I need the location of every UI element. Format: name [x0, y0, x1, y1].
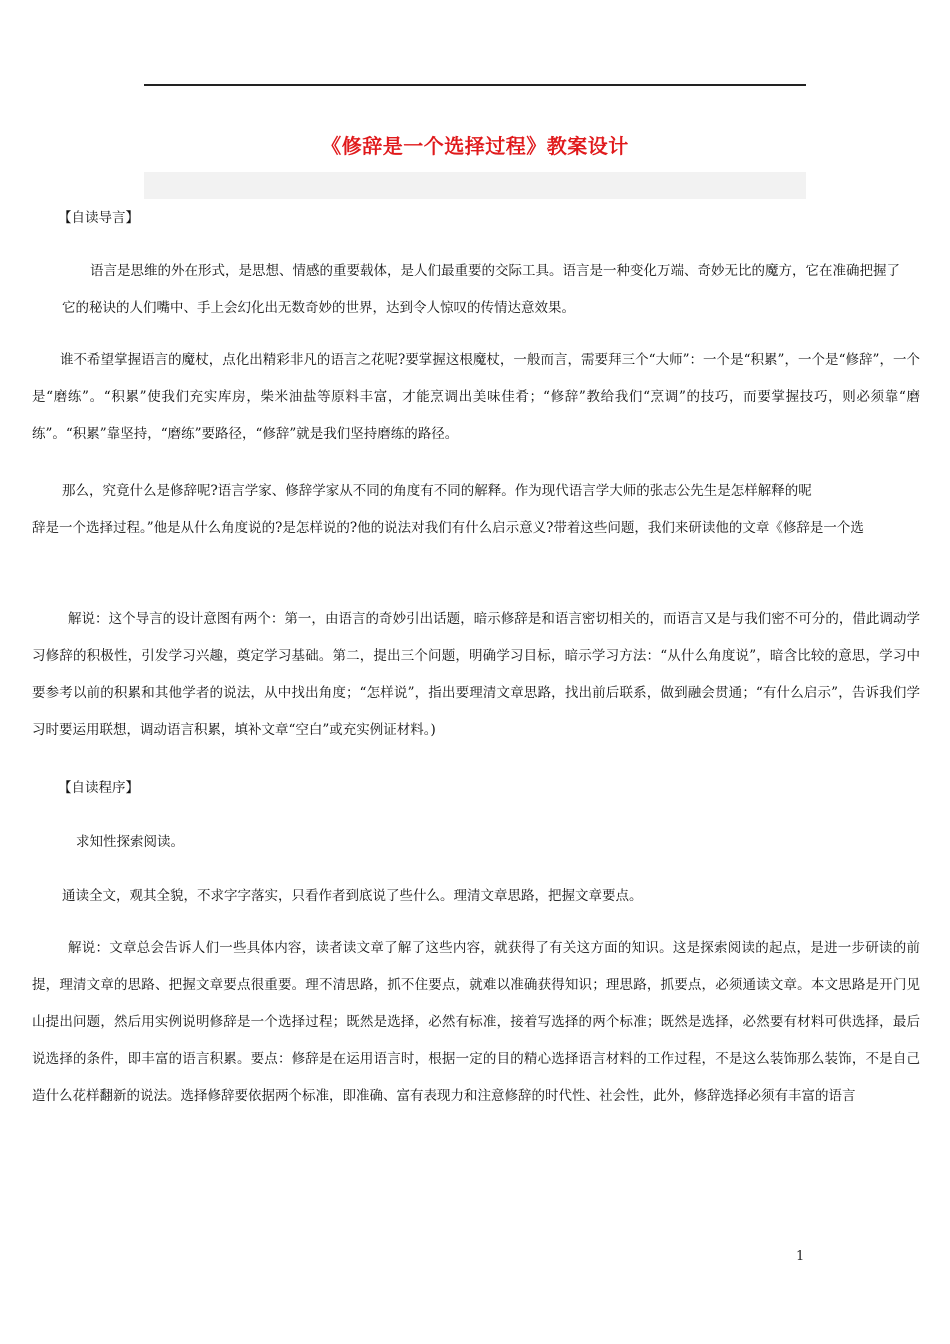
procedure-explanation: 解说：文章总会告诉人们一些具体内容，读者读文章了解了这些内容，就获得了有关这方面的知识。这是探索阅读的起点，是进一步研读的前提，理清文章的思路、把握文章要点很重要。理不清思路，抓不住要点，就难以准确获得知识；理思路，抓要点，必须通读文章。本文思路是开门见山提出问题，然后用实例说明修辞是一个选择过程；既然是选择，必然有标准，接着写选择的两个标准；既然是选择，必然要有材料可供选择，最后说选择的条件，即丰富的语言积累。要点：修辞是在运用语言时，根据一定的目的精心选择语言材料的工作过程，不是这么装饰那么装饰，不是自己造什么花样翻新的说法。选择修辞要依据两个标准，即准确、富有表现力和注意修辞的时代性、社会性，此外，修辞选择必须有丰富的语言 — [32, 940, 920, 1104]
page-number: 1 — [796, 1249, 805, 1264]
intro-paragraph-3-line-1: 那么，究竟什么是修辞呢?语言学家、修辞学家从不同的角度有不同的解释。作为现代语言学大师的张志公先生是怎样解释的呢 — [62, 483, 812, 499]
procedure-step-title: 求知性探索阅读。 — [76, 834, 184, 850]
intro-heading: 【自读导言】 — [58, 210, 139, 226]
intro-explanation: 解说：这个导言的设计意图有两个：第一，由语言的奇妙引出话题，暗示修辞是和语言密切相关的，而语言又是与我们密不可分的，借此调动学习修辞的积极性，引发学习兴趣，奠定学习基础。第二，提出三个问题，明确学习目标，暗示学习方法：“从什么角度说”，暗含比较的意思，学习中要参考以前的积累和其他学者的说法，从中找出角度；“怎样说”，指出要理清文章思路，找出前后联系，做到融会贯通；“有什么启示”，告诉我们学习时要运用联想，调动语言积累，填补文章“空白”或充实例证材料。) — [32, 611, 920, 738]
intro-paragraph-1-line-2: 它的秘诀的人们嘴中、手上会幻化出无数奇妙的世界，达到令人惊叹的传情达意效果。 — [62, 300, 575, 316]
procedure-step-text: 通读全文，观其全貌，不求字字落实，只看作者到底说了些什么。理清文章思路，把握文章要点。 — [62, 888, 643, 904]
document-title: 《修辞是一个选择过程》教案设计 — [321, 134, 629, 158]
intro-paragraph-1-line-1: 语言是思维的外在形式，是思想、情感的重要载体，是人们最重要的交际工具。语言是一种变化万端、奇妙无比的魔方，它在准确把握了 — [90, 263, 900, 279]
procedure-heading: 【自读程序】 — [58, 780, 139, 796]
intro-paragraph-2: 谁不希望掌握语言的魔杖，点化出精彩非凡的语言之花呢?要掌握这根魔杖，一般而言，需要拜三个“大师”：一个是“积累”，一个是“修辞”，一个是“磨练”。“积累”使我们充实库房，柴米油盐等原料丰富，才能烹调出美味佳肴；“修辞”教给我们“烹调”的技巧，而要掌握技巧，则必须靠“磨练”。“积累”靠坚持，“磨练”要路径，“修辞”就是我们坚持磨练的路径。 — [32, 352, 920, 442]
intro-paragraph-3-line-2: 辞是一个选择过程。”他是从什么角度说的?是怎样说的?他的说法对我们有什么启示意义?带着这些问题，我们来研读他的文章《修辞是一个选 — [32, 520, 864, 536]
title-shaded-band — [144, 172, 806, 199]
top-horizontal-rule — [144, 84, 806, 86]
